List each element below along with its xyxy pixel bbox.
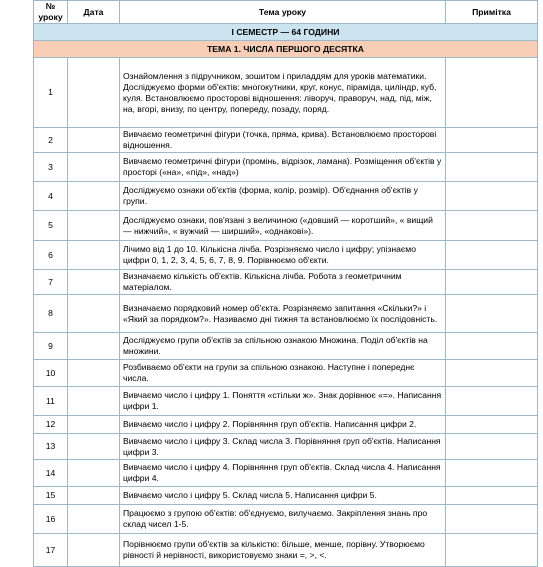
lesson-date-cell (68, 487, 120, 505)
lesson-number-cell: 5 (34, 211, 68, 241)
lesson-number-cell: 16 (34, 505, 68, 534)
lesson-date-cell (68, 270, 120, 295)
lesson-date-cell (68, 128, 120, 153)
table-row (34, 58, 538, 128)
table-row (34, 295, 538, 333)
lesson-topic-cell: Вивчаємо число і цифру 2. Порівняння груп об'єктів. Написання цифри 2. (120, 416, 446, 434)
lesson-number-cell: 4 (34, 182, 68, 211)
semester-title: І СЕМЕСТР — 64 ГОДИНИ (34, 24, 538, 41)
theme-row (34, 41, 538, 58)
lesson-number-cell: 9 (34, 333, 68, 360)
lesson-number-cell: 7 (34, 270, 68, 295)
header-note: Примітка (446, 1, 538, 24)
lesson-note-cell (446, 241, 538, 270)
lesson-topic-cell: Досліджуємо ознаки об'єктів (форма, колір, розмір). Об'єднання об'єктів у групи. (120, 182, 446, 211)
lesson-date-cell (68, 333, 120, 360)
lesson-note-cell (446, 505, 538, 534)
lesson-topic-cell: Лічимо від 1 до 10. Кількісна лічба. Розрізняємо число і цифру; упізнаємо цифри 0, 1, 2, 3, 4, 5, 6, 7, 8, 9. Порівнюємо об'єкти. (120, 241, 446, 270)
lesson-number-cell: 11 (34, 387, 68, 416)
lesson-date-cell (68, 460, 120, 487)
lesson-topic-cell: Вивчаємо геометричні фігури (промінь, відрізок, ламана). Розміщення об'єктів у просторі («на», «під», «над») (120, 153, 446, 182)
lesson-date-cell (68, 416, 120, 434)
lesson-date-cell (68, 58, 120, 128)
lesson-number-cell: 3 (34, 153, 68, 182)
lesson-note-cell (446, 360, 538, 387)
lesson-topic-cell: Ознайомлення з підручником, зошитом і приладдям для уроків математики. Досліджуємо форми об'єктів: многокутники, круг, конус, піраміда, циліндр, куб, куля. Встановлюємо просторові відношення: ліворуч, праворуч, над, під, між, на, вгорі, внизу, по центру, попереду, позаду, поряд. (120, 58, 446, 128)
table-row (34, 241, 538, 270)
lesson-topic-cell: Вивчаємо число і цифру 1. Поняття «стільки ж». Знак дорівнює «=». Написання цифри 1. (120, 387, 446, 416)
header-row (34, 1, 538, 24)
lesson-number-cell: 2 (34, 128, 68, 153)
lesson-date-cell (68, 387, 120, 416)
lesson-note-cell (446, 270, 538, 295)
header-date: Дата (68, 1, 120, 24)
lesson-topic-cell: Вивчаємо геометричні фігури (точка, пряма, крива). Встановлюємо просторові відношення. (120, 128, 446, 153)
lesson-number-cell: 6 (34, 241, 68, 270)
lesson-note-cell (446, 387, 538, 416)
lesson-plan-table (33, 0, 538, 567)
lesson-number-cell: 1 (34, 58, 68, 128)
lesson-date-cell (68, 434, 120, 460)
lesson-date-cell (68, 295, 120, 333)
table-row (34, 153, 538, 182)
lesson-topic-cell: Визначаємо порядковий номер об'єкта. Розрізняємо запитання «Скільки?» і «Який за порядком?». Називаємо дні тижня та встановлюємо їх послідовність. (120, 295, 446, 333)
lesson-number-cell: 17 (34, 534, 68, 567)
lesson-date-cell (68, 241, 120, 270)
lesson-date-cell (68, 153, 120, 182)
lesson-topic-cell: Розбиваємо об'єкти на групи за спільною ознакою. Наступне і попереднє числа. (120, 360, 446, 387)
lesson-topic-cell: Визначаємо кількість об'єктів. Кількісна лічба. Робота з геометричним матеріалом. (120, 270, 446, 295)
lesson-topic-cell: Досліджуємо групи об'єктів за спільною ознакою Множина. Поділ об'єктів на множини. (120, 333, 446, 360)
table-row (34, 487, 538, 505)
lesson-topic-cell: Порівнюємо групи об'єктів за кількістю: більше, менше, порівну. Утворюємо рівності й нерівності, використовуємо знаки =, >, <. (120, 534, 446, 567)
lesson-note-cell (446, 434, 538, 460)
table-row (34, 434, 538, 460)
lesson-topic-cell: Вивчаємо число і цифру 5. Склад числа 5. Написання цифри 5. (120, 487, 446, 505)
lesson-topic-cell: Працюємо з групою об'єктів: об'єднуємо, вилучаємо. Закріплення знань про склад чисел 1-5. (120, 505, 446, 534)
lesson-note-cell (446, 182, 538, 211)
lesson-number-cell: 15 (34, 487, 68, 505)
lesson-number-cell: 8 (34, 295, 68, 333)
lesson-date-cell (68, 211, 120, 241)
lesson-note-cell (446, 333, 538, 360)
table-row (34, 128, 538, 153)
theme-title: ТЕМА 1. ЧИСЛА ПЕРШОГО ДЕСЯТКА (34, 41, 538, 58)
lesson-note-cell (446, 487, 538, 505)
table-row (34, 534, 538, 567)
table-row (34, 387, 538, 416)
header-topic: Тема уроку (120, 1, 446, 24)
lesson-note-cell (446, 534, 538, 567)
lesson-note-cell (446, 211, 538, 241)
lesson-number-cell: 13 (34, 434, 68, 460)
lesson-topic-cell: Вивчаємо число і цифру 4. Порівняння груп об'єктів. Склад числа 4. Написання цифри 4. (120, 460, 446, 487)
table-row (34, 416, 538, 434)
lesson-note-cell (446, 416, 538, 434)
lesson-topic-cell: Вивчаємо число і цифру 3. Склад числа 3. Порівняння груп об'єктів. Написання цифри 3. (120, 434, 446, 460)
lesson-note-cell (446, 153, 538, 182)
table-row (34, 182, 538, 211)
lesson-note-cell (446, 58, 538, 128)
lesson-topic-cell: Досліджуємо ознаки, пов'язані з величиною («довший — коротший», « вищий — нижчий», « вужчий — ширший», «однакові»). (120, 211, 446, 241)
lesson-note-cell (446, 460, 538, 487)
lesson-number-cell: 12 (34, 416, 68, 434)
table-row (34, 333, 538, 360)
table-row (34, 211, 538, 241)
lesson-note-cell (446, 295, 538, 333)
lesson-date-cell (68, 534, 120, 567)
lesson-number-cell: 14 (34, 460, 68, 487)
table-row (34, 460, 538, 487)
semester-row (34, 24, 538, 41)
lesson-date-cell (68, 505, 120, 534)
lesson-note-cell (446, 128, 538, 153)
lesson-date-cell (68, 182, 120, 211)
table-row (34, 505, 538, 534)
header-lesson-number: № уроку (34, 1, 68, 24)
lesson-date-cell (68, 360, 120, 387)
table-row (34, 270, 538, 295)
table-row (34, 360, 538, 387)
lesson-number-cell: 10 (34, 360, 68, 387)
